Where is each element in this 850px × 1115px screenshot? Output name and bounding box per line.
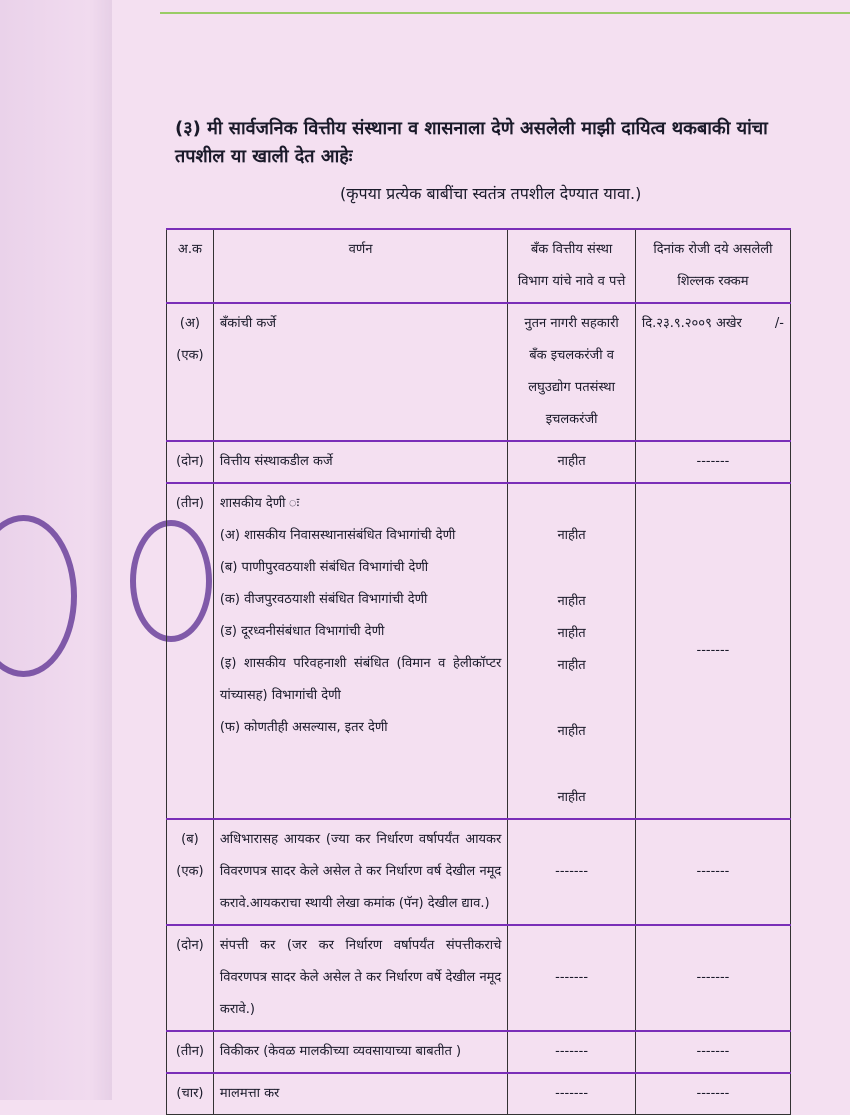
section-heading: (३) मी सार्वजनिक वित्तीय संस्थाना व शासनाला देणे असलेली माझी दायित्व थकबाकी यांचा तपशील या खाली देत आहेः — [175, 118, 768, 167]
bank-name: ------- — [508, 925, 636, 1031]
bank-value: नाहीत — [557, 724, 586, 739]
table-row — [167, 303, 791, 441]
bank-value: नाहीत — [557, 626, 586, 641]
amount: ------- — [635, 925, 790, 1031]
serial: (दोन) — [167, 441, 214, 483]
amount: ------- — [635, 441, 790, 483]
description: बॅंकांची कर्जे — [213, 303, 507, 441]
header-serial: अ.क — [167, 229, 214, 303]
bank-name: ------- — [508, 819, 636, 925]
bank-value: नाहीत — [557, 528, 586, 543]
bank-name: ------- — [508, 1031, 636, 1073]
bank-value: नाहीत — [557, 658, 586, 673]
serial: (दोन) — [167, 925, 214, 1031]
bank-value: नाहीत — [557, 790, 586, 805]
bank-name: ------- — [508, 1073, 636, 1115]
serial: (अ) (एक) — [167, 303, 214, 441]
bank-name — [508, 483, 636, 819]
description: अधिभारासह आयकर (ज्या कर निर्धारण वर्षापर्यंत आयकर विवरणपत्र सादर केले असेल ते कर निर्धारण वर्ष देखील नमूद करावे.आयकराचा स्थायी लेखा कमांक (पॅन) देखील द्याव.) — [213, 819, 507, 925]
amount: ------- — [635, 1031, 790, 1073]
bank-name: नुतन नागरी सहकारी बॅंक इचलकरंजी व लघुउद्योग पतसंस्था इचलकरंजी — [508, 303, 636, 441]
sub-item: (इ) शासकीय परिवहनाशी संबंधित (विमान व हेलीकॉप्टर यांच्यासह) विभागांची देणी — [219, 656, 502, 703]
sub-item: (अ) शासकीय निवासस्थानासंबंधित विभागांची देणी — [219, 528, 456, 543]
description: विकीकर (केवळ मालकीच्या व्यवसायाच्या बाबतीत ) — [213, 1031, 507, 1073]
description-title: शासकीय देणी ः — [219, 496, 300, 511]
instruction-note: (कृपया प्रत्येक बाबींचा स्वतंत्र तपशील देण्यात यावा.) — [340, 184, 642, 203]
amount: ------- — [635, 819, 790, 925]
bank-name: नाहीत — [508, 441, 636, 483]
table-row — [167, 819, 791, 925]
serial: (चार) — [167, 1073, 214, 1115]
amount: ------- — [635, 1073, 790, 1115]
sub-item: (फ) कोणतीही असल्यास, इतर देणी — [219, 720, 388, 735]
serial: (तीन) — [167, 1031, 214, 1073]
header-row — [167, 229, 791, 303]
table-row — [167, 483, 791, 819]
table-row — [167, 925, 791, 1031]
header-description: वर्णन — [213, 229, 507, 303]
description: वित्तीय संस्थाकडील कर्जे — [213, 441, 507, 483]
table-row — [167, 441, 791, 483]
divider — [160, 12, 850, 14]
table-row — [167, 1073, 791, 1115]
sub-item: (ब) पाणीपुरवठयाशी संबंधित विभागांची देणी — [219, 560, 429, 575]
description — [213, 483, 507, 819]
header-amount: दिनांक रोजी दये असलेली शिल्लक रक्कम — [635, 229, 790, 303]
liabilities-table — [166, 228, 791, 1115]
table-row — [167, 1031, 791, 1073]
serial: (ब) (एक) — [167, 819, 214, 925]
bank-value: नाहीत — [557, 594, 586, 609]
header-bank: बॅंक वित्तीय संस्था विभाग यांचे नावे व पत्ते — [508, 229, 636, 303]
description: मालमत्ता कर — [213, 1073, 507, 1115]
serial: (तीन) — [167, 483, 214, 819]
sub-item: (ड) दूरध्वनीसंबंधात विभागांची देणी — [219, 624, 385, 639]
description: संपत्ती कर (जर कर निर्धारण वर्षापर्यंत संपत्तीकराचे विवरणपत्र सादर केले असेल ते कर निर्धारण वर्षे देखील नमूद करावे.) — [213, 925, 507, 1031]
sub-item: (क) वीजपुरवठयाशी संबंधित विभागांची देणी — [219, 592, 428, 607]
amount: ------- — [635, 483, 790, 819]
amount: दि.२३.९.२००९ अखेर /- — [635, 303, 790, 441]
